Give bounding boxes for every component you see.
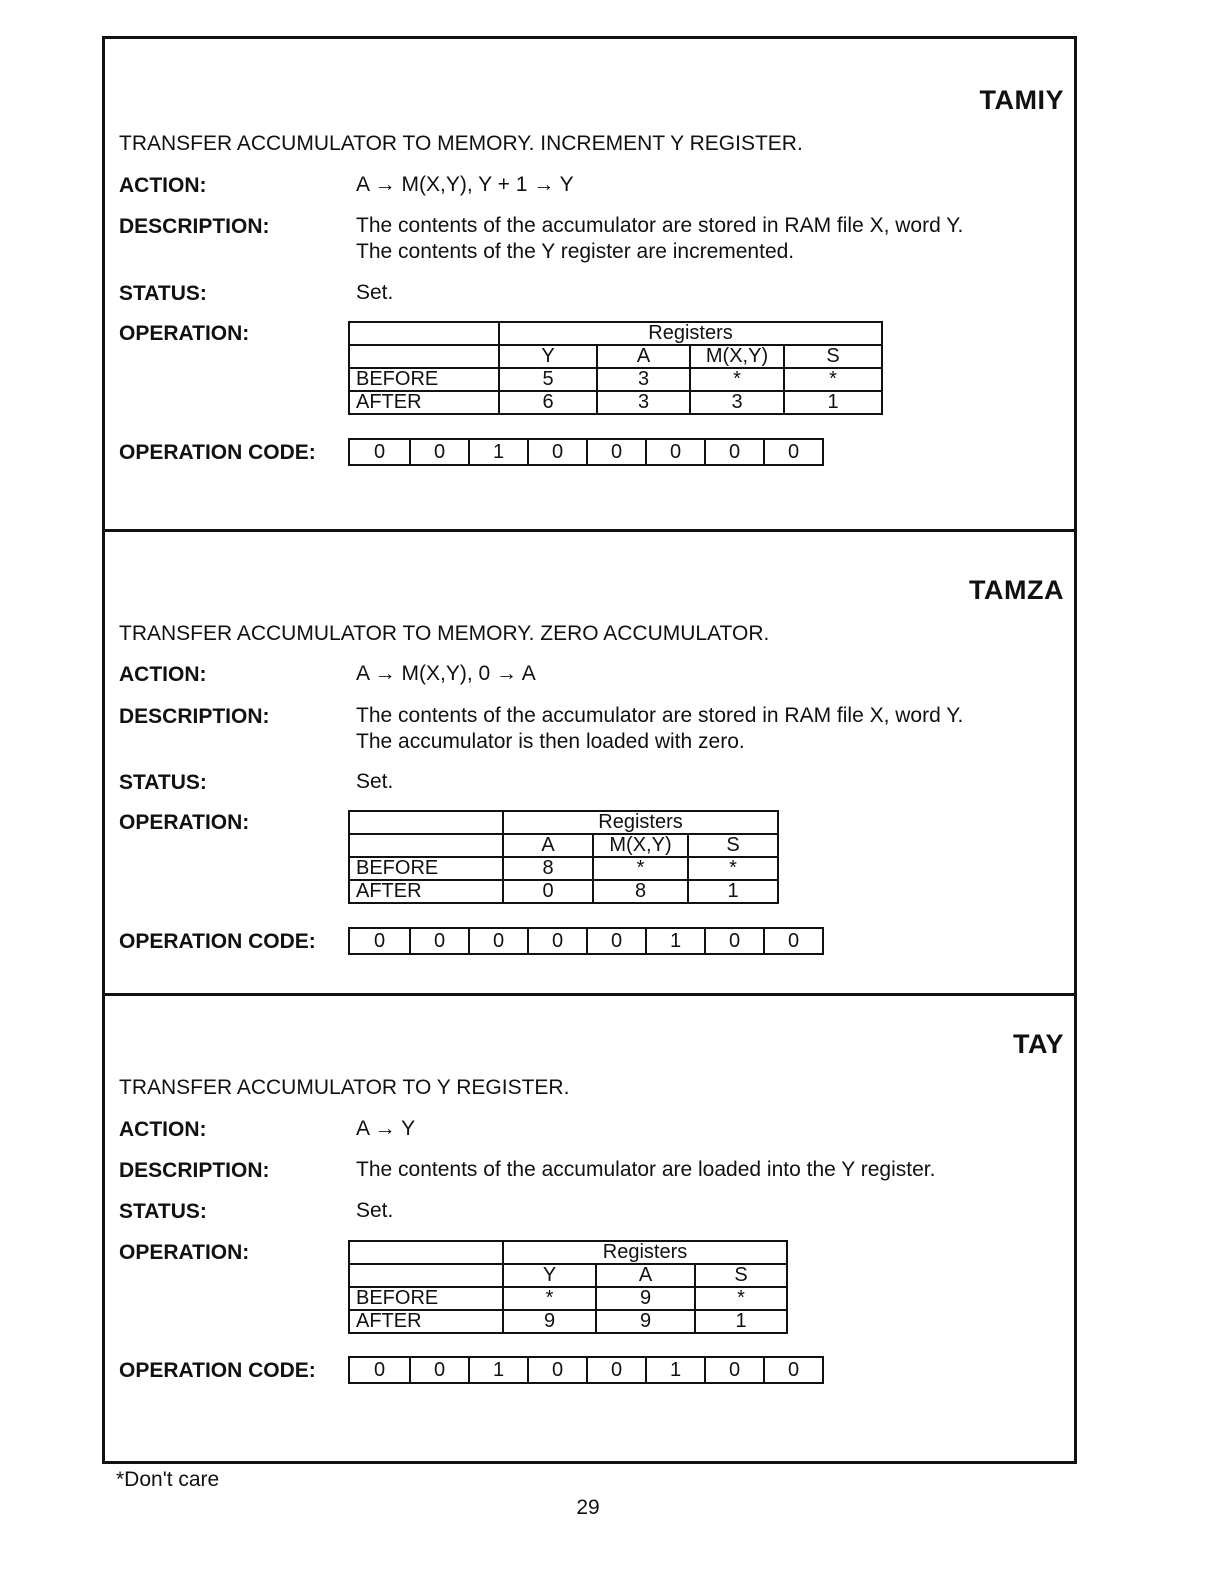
- opcode-bit: 1: [645, 929, 704, 953]
- table-cell: 9: [596, 1310, 695, 1333]
- table-corner: [349, 1264, 503, 1287]
- table-cell: 3: [690, 391, 784, 414]
- table-corner: [349, 345, 499, 368]
- description-line-1: The contents of the accumulator are stored in RAM file X, word Y.: [356, 704, 964, 727]
- table-corner: [349, 811, 503, 834]
- instruction-section-tamza: [105, 529, 1074, 993]
- table-cell: 3: [597, 368, 690, 391]
- column-header: A: [597, 345, 690, 368]
- opcode-label: OPERATION CODE:: [119, 1359, 316, 1382]
- row-label: BEFORE: [349, 857, 503, 880]
- table-corner: [349, 1241, 503, 1264]
- opcode-bit: 0: [373, 441, 386, 463]
- table-corner: [349, 834, 503, 857]
- opcode-bits: [348, 438, 824, 466]
- table-cell: 9: [503, 1310, 596, 1333]
- column-header: S: [695, 1264, 787, 1287]
- action-value: A → M(X,Y), Y + 1 → Y: [356, 173, 574, 196]
- opcode-bit: 0: [763, 929, 822, 953]
- status-label: STATUS:: [119, 282, 207, 305]
- opcode-bit: 1: [468, 1358, 527, 1382]
- description-line-2: The accumulator is then loaded with zero.: [356, 730, 745, 753]
- register-table: [348, 1240, 788, 1334]
- opcode-bit: 0: [763, 1358, 822, 1382]
- opcode-bit: 0: [704, 1358, 763, 1382]
- opcode-bits: [348, 1356, 824, 1384]
- column-header: A: [503, 834, 593, 857]
- operation-label: OPERATION:: [119, 1241, 250, 1264]
- footnote: *Don't care: [116, 1468, 220, 1491]
- table-cell: 3: [597, 391, 690, 414]
- opcode-bit: 0: [373, 1359, 386, 1381]
- column-header: Y: [503, 1264, 596, 1287]
- row-label: AFTER: [349, 880, 503, 903]
- column-header: S: [784, 345, 882, 368]
- description-line-1: The contents of the accumulator are stored in RAM file X, word Y.: [356, 214, 964, 237]
- table-cell: 8: [503, 857, 593, 880]
- opcode-bit: 0: [527, 440, 586, 464]
- operation-label: OPERATION:: [119, 811, 250, 834]
- opcode-bit: 0: [527, 929, 586, 953]
- instruction-title: TRANSFER ACCUMULATOR TO MEMORY. ZERO ACCUMULATOR.: [119, 622, 770, 645]
- opcode-bit: 0: [468, 929, 527, 953]
- opcode-bit: 0: [586, 440, 645, 464]
- status-value: Set.: [356, 281, 394, 304]
- opcode-bit: 0: [373, 930, 386, 952]
- table-corner: [349, 322, 499, 345]
- table-row: [349, 857, 778, 880]
- table-cell: 6: [499, 391, 597, 414]
- column-header: A: [596, 1264, 695, 1287]
- opcode-bit: 0: [586, 1358, 645, 1382]
- action-label: ACTION:: [119, 174, 207, 197]
- column-header: Y: [499, 345, 597, 368]
- opcode-bits: [348, 927, 824, 955]
- table-row: [349, 368, 882, 391]
- table-cell: 8: [593, 880, 688, 903]
- table-cell: *: [503, 1287, 596, 1310]
- row-label: AFTER: [349, 391, 499, 414]
- table-cell: 0: [503, 880, 593, 903]
- description-line-1: The contents of the accumulator are loaded into the Y register.: [356, 1158, 936, 1181]
- action-label: ACTION:: [119, 663, 207, 686]
- column-header: M(X,Y): [690, 345, 784, 368]
- register-table: [348, 810, 779, 904]
- table-cell: *: [593, 857, 688, 880]
- status-value: Set.: [356, 770, 394, 793]
- action-value: A → Y: [356, 1117, 416, 1140]
- registers-header: Registers: [503, 1241, 787, 1264]
- opcode-bit: 0: [763, 440, 822, 464]
- table-cell: *: [688, 857, 778, 880]
- opcode-bit: 0: [704, 929, 763, 953]
- instruction-section-tay: [105, 993, 1074, 1461]
- opcode-bit: 0: [409, 929, 468, 953]
- table-row: [349, 391, 882, 414]
- registers-header: Registers: [499, 322, 882, 345]
- table-cell: 1: [688, 880, 778, 903]
- mnemonic: TAMIY: [979, 85, 1064, 115]
- description-label: DESCRIPTION:: [119, 215, 270, 238]
- opcode-bit: 0: [409, 1358, 468, 1382]
- opcode-bit: 0: [409, 440, 468, 464]
- opcode-bit: 1: [468, 440, 527, 464]
- page-number: 29: [576, 1496, 600, 1519]
- opcode-bit: 0: [586, 929, 645, 953]
- registers-header: Registers: [503, 811, 778, 834]
- status-label: STATUS:: [119, 771, 207, 794]
- description-line-2: The contents of the Y register are incremented.: [356, 240, 795, 263]
- row-label: AFTER: [349, 1310, 503, 1333]
- row-label: BEFORE: [349, 368, 499, 391]
- action-label: ACTION:: [119, 1118, 207, 1141]
- opcode-bit: 0: [704, 440, 763, 464]
- opcode-bit: 0: [527, 1358, 586, 1382]
- table-cell: 1: [695, 1310, 787, 1333]
- description-label: DESCRIPTION:: [119, 1159, 270, 1182]
- table-cell: *: [695, 1287, 787, 1310]
- action-value: A → M(X,Y), 0 → A: [356, 662, 536, 685]
- opcode-bit: 1: [645, 1358, 704, 1382]
- operation-label: OPERATION:: [119, 322, 250, 345]
- table-row: [349, 1287, 787, 1310]
- opcode-bit: 0: [645, 440, 704, 464]
- description-label: DESCRIPTION:: [119, 705, 270, 728]
- mnemonic: TAMZA: [969, 575, 1064, 605]
- status-value: Set.: [356, 1199, 394, 1222]
- instruction-title: TRANSFER ACCUMULATOR TO MEMORY. INCREMENT Y REGISTER.: [119, 132, 803, 155]
- table-cell: *: [690, 368, 784, 391]
- opcode-label: OPERATION CODE:: [119, 441, 316, 464]
- row-label: BEFORE: [349, 1287, 503, 1310]
- status-label: STATUS:: [119, 1200, 207, 1223]
- register-table: [348, 321, 883, 415]
- instruction-frame: [102, 36, 1077, 1464]
- table-cell: 9: [596, 1287, 695, 1310]
- instruction-title: TRANSFER ACCUMULATOR TO Y REGISTER.: [119, 1076, 570, 1099]
- table-cell: 1: [784, 391, 882, 414]
- table-cell: *: [784, 368, 882, 391]
- column-header: S: [688, 834, 778, 857]
- instruction-section-tamiy: [105, 39, 1074, 532]
- table-row: [349, 880, 778, 903]
- column-header: M(X,Y): [593, 834, 688, 857]
- table-cell: 5: [499, 368, 597, 391]
- opcode-label: OPERATION CODE:: [119, 930, 316, 953]
- table-row: [349, 1310, 787, 1333]
- mnemonic: TAY: [1012, 1029, 1064, 1059]
